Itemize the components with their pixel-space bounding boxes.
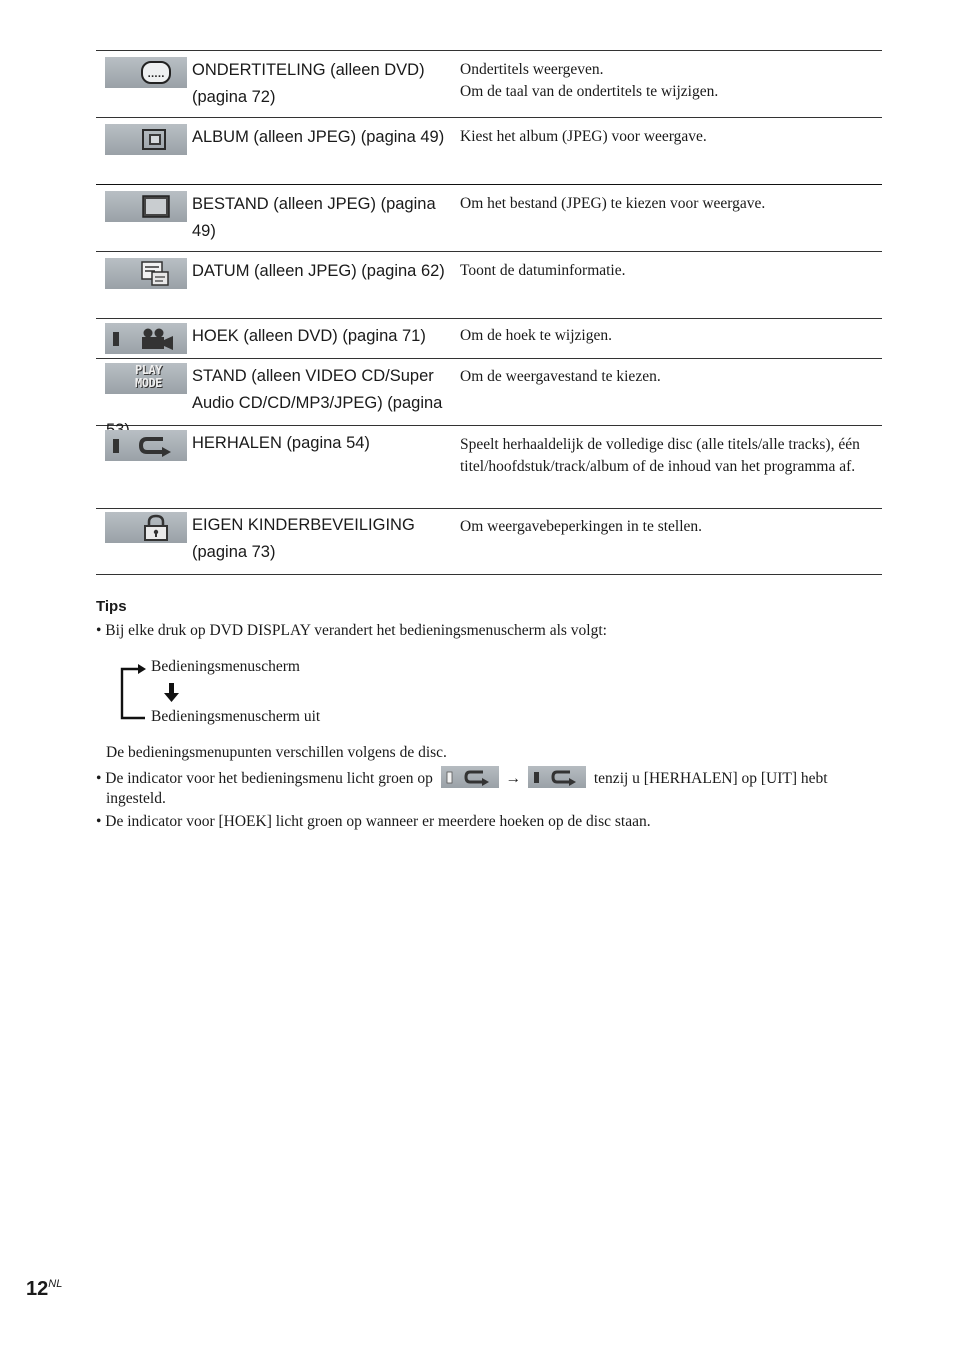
tips-note: De bedieningsmenupunten verschillen volgens de disc. — [106, 744, 447, 761]
table-row — [96, 319, 882, 359]
row-description: Om weergavebeperkingen in te stellen. — [460, 518, 703, 535]
row-label: ONDERTITELING (alleen DVD) (pagina 72) — [192, 61, 425, 106]
row-label: EIGEN KINDERBEVEILIGING (pagina 73) — [192, 516, 415, 561]
row-description: Kiest het album (JPEG) voor weergave. — [460, 128, 707, 145]
bullet-text-end: tenzij u [HERHALEN] op [UIT] hebt — [593, 770, 828, 787]
tips-bullet-angle: • De indicator voor [HOEK] licht groen op wanneer er meerdere hoeken op de disc staan. — [96, 813, 651, 830]
row-description: Speelt herhaaldelijk de volledige disc (alle titels/alle tracks), één titel/hoofdstuk/track/album of de inhoud van het programma af. — [460, 436, 860, 475]
flow-top-label: Bedieningsmenuscherm — [151, 658, 300, 675]
page-number-value: 12 — [26, 1278, 49, 1300]
row-label-cell — [106, 57, 448, 111]
album-icon — [105, 124, 187, 155]
subtitle-icon — [105, 57, 187, 88]
table-row — [96, 426, 882, 509]
row-label: ALBUM (alleen JPEG) (pagina 49) — [192, 128, 445, 146]
row-label: BESTAND (alleen JPEG) (pagina 49) — [192, 195, 436, 240]
flow-bottom-label: Bedieningsmenuscherm uit — [151, 708, 321, 725]
function-table — [96, 50, 882, 575]
row-description: Toont de datuminformatie. — [460, 262, 626, 279]
play-mode-icon — [105, 363, 187, 394]
table-row — [96, 118, 882, 185]
row-description: Om de weergavestand te kiezen. — [460, 368, 661, 385]
row-label-cell — [106, 430, 448, 461]
row-label: STAND (alleen VIDEO CD/Super Audio CD/CD/MP3/JPEG) (pagina — [192, 367, 443, 412]
row-label: DATUM (alleen JPEG) (pagina 62) — [192, 262, 445, 280]
row-label-cell — [106, 258, 448, 289]
tips-bullet-display: • Bij elke druk op DVD DISPLAY verandert het bedieningsmenuscherm als volgt: — [96, 622, 607, 639]
down-arrow-icon — [163, 683, 183, 707]
row-label: HERHALEN (pagina 54) — [192, 434, 370, 452]
svg-text:.....: ..... — [147, 70, 165, 80]
angle-camera-icon — [105, 323, 187, 354]
tips-bullet-indicator — [96, 766, 828, 790]
bullet-arrow: → — [505, 770, 522, 787]
row-description: Om de hoek te wijzigen. — [460, 327, 612, 344]
date-icon — [105, 258, 187, 289]
row-label-cell — [106, 323, 448, 354]
row-description: Om het bestand (JPEG) te kiezen voor weergave. — [460, 195, 766, 212]
table-row — [96, 51, 882, 118]
table-row — [96, 359, 882, 426]
bullet-text-start: • De indicator voor het bedieningsmenu licht groen op — [96, 770, 433, 787]
row-label: HOEK (alleen DVD) (pagina 71) — [192, 327, 426, 345]
table-row — [96, 509, 882, 575]
row-label-cell — [106, 191, 448, 245]
bullet-continuation: ingesteld. — [106, 790, 166, 807]
lock-icon — [105, 512, 187, 543]
table-row — [96, 185, 882, 252]
repeat-indicator-white-icon — [441, 766, 499, 788]
row-label-cell — [106, 124, 448, 155]
display-cycle-diagram — [118, 658, 418, 728]
row-description: Ondertitels weergeven. Om de taal van de ondertitels te wijzigen. — [460, 61, 719, 100]
play-mode-icon-text: PLAY MODE — [135, 363, 162, 390]
repeat-indicator-dark-icon — [528, 766, 586, 788]
page-language: NL — [48, 1278, 63, 1290]
repeat-icon — [105, 430, 187, 461]
file-icon — [105, 191, 187, 222]
tips-heading: Tips — [96, 598, 127, 615]
row-label-cell — [106, 512, 448, 566]
table-row — [96, 252, 882, 319]
page-number — [26, 1278, 62, 1301]
